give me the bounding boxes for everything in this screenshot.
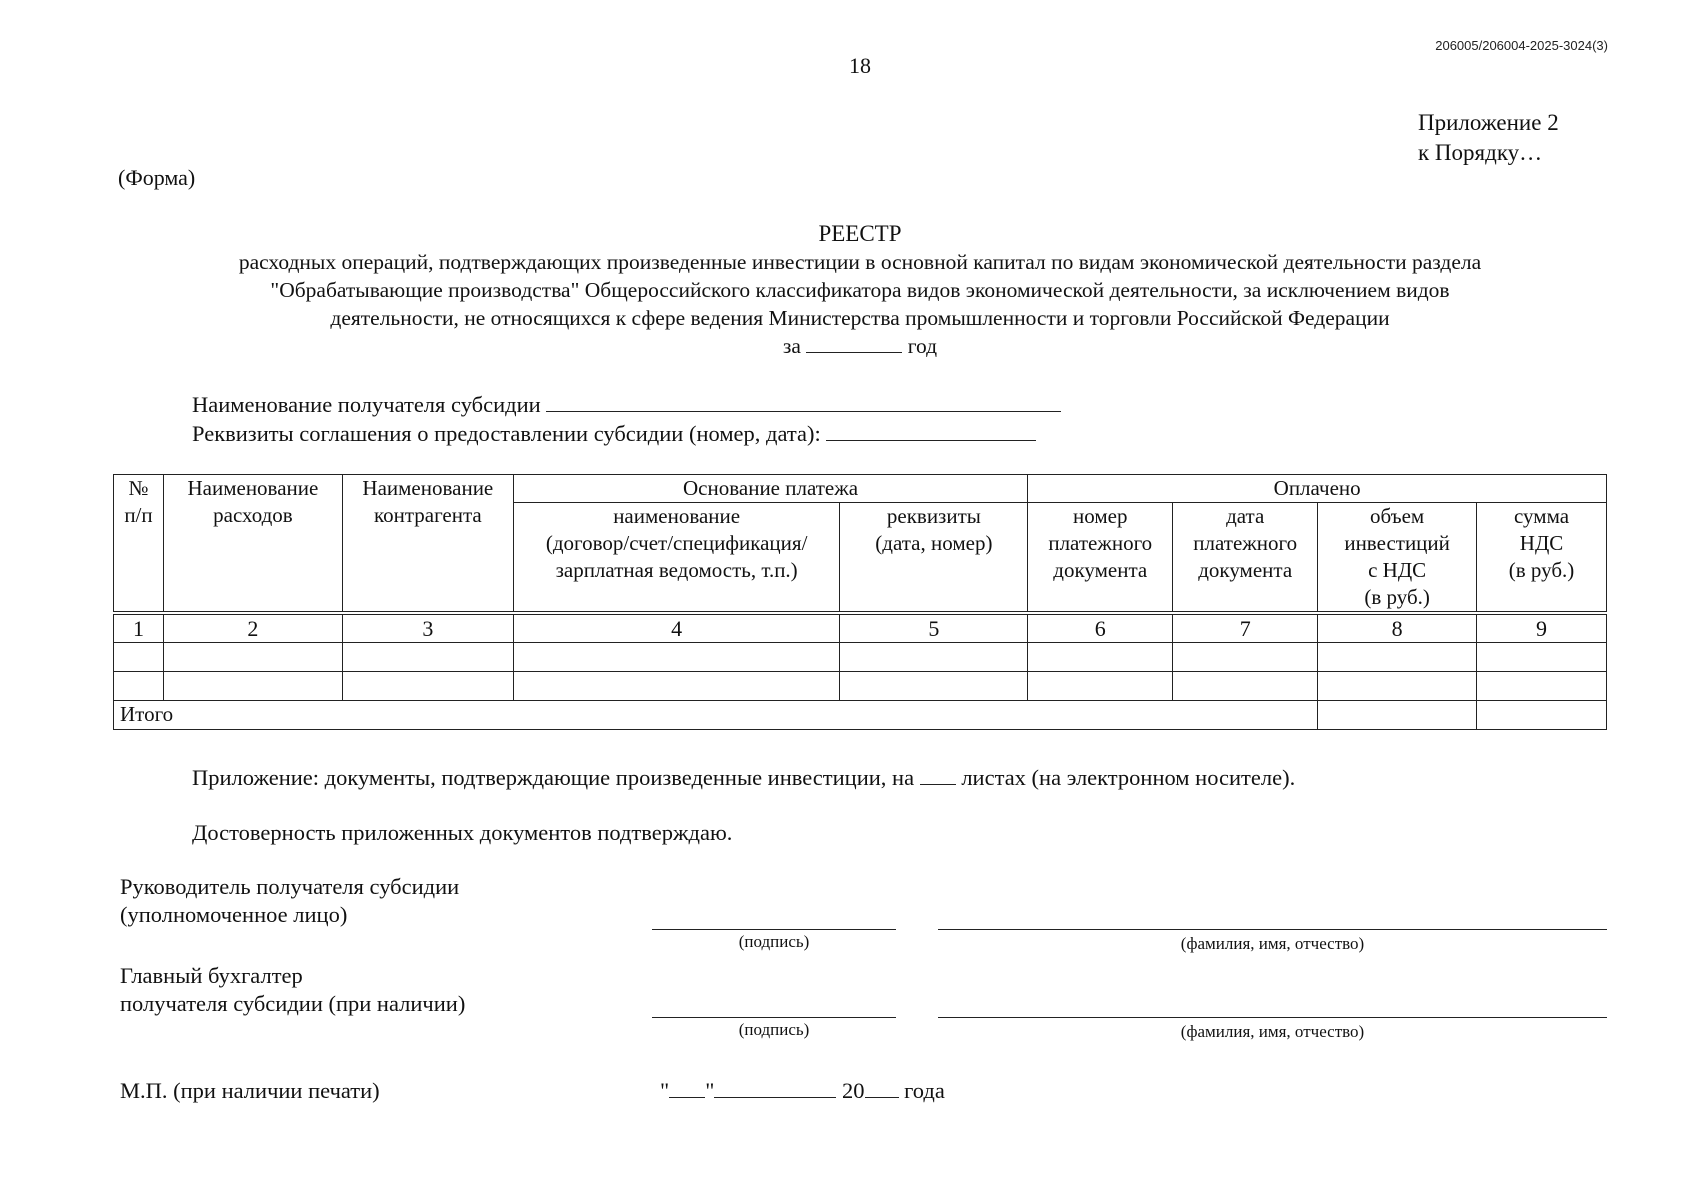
head-signature-caption: (подпись) <box>738 932 810 951</box>
column-number: 2 <box>163 615 342 643</box>
year-prefix: за <box>782 334 801 358</box>
header-payment-date <box>1173 503 1318 612</box>
recipient-name-row <box>192 390 1061 419</box>
date-suffix: года <box>904 1078 945 1103</box>
header-basis-name-line-3: зарплатная ведомость, т.п.) <box>555 558 798 582</box>
accountant-label <box>120 962 465 1018</box>
head-fio-caption: (фамилия, имя, отчество) <box>1180 934 1365 953</box>
header-investment-volume <box>1318 503 1477 612</box>
total-row <box>114 701 1607 730</box>
header-payment-number-line-3: документа <box>1053 558 1148 582</box>
header-counterparty-line-1: Наименование <box>362 476 494 500</box>
header-expense-name <box>163 475 342 612</box>
accountant-fio-line[interactable] <box>938 1017 1607 1018</box>
year-blank[interactable] <box>806 334 902 353</box>
header-basis-name-line-1: наименование <box>613 504 741 528</box>
table-cell[interactable] <box>1318 643 1477 672</box>
header-vat-amount <box>1477 503 1607 612</box>
header-investment-line-1: объем <box>1370 504 1425 528</box>
header-vat-line-2: НДС <box>1519 531 1564 555</box>
column-number: 5 <box>840 615 1028 643</box>
sheets-count-blank[interactable] <box>920 766 956 785</box>
header-expense-line-1: Наименование <box>187 476 319 500</box>
table-row <box>114 643 1607 672</box>
header-basis-name <box>513 503 840 612</box>
header-basis-details-line-1: реквизиты <box>886 504 981 528</box>
column-number: 4 <box>513 615 840 643</box>
table-cell[interactable] <box>1477 672 1607 701</box>
attachment-suffix: листах (на электронном носителе). <box>961 765 1296 790</box>
title-line-2: "Обрабатывающие производства" Общероссийского классификатора видов экономической деятельности, за исключением видов <box>270 278 1450 302</box>
head-label <box>120 873 459 929</box>
date-quote-open: " <box>660 1078 670 1103</box>
agreement-label: Реквизиты соглашения о предоставлении субсидии (номер, дата): <box>192 421 821 446</box>
column-number: 8 <box>1318 615 1477 643</box>
appendix-line-2: к Порядку… <box>1418 140 1543 165</box>
total-label: Итого <box>114 701 1318 730</box>
header-no-line-2: п/п <box>124 503 153 527</box>
table-cell[interactable] <box>1028 643 1173 672</box>
header-payment-basis: Основание платежа <box>513 475 1027 503</box>
date-line <box>660 1078 945 1104</box>
table-cell[interactable] <box>114 672 164 701</box>
table-cell[interactable] <box>163 672 342 701</box>
header-investment-line-3: с НДС <box>1368 558 1427 582</box>
header-basis-name-line-2: (договор/счет/спецификация/ <box>545 531 808 555</box>
head-fio-line[interactable] <box>938 929 1607 930</box>
date-year-prefix: 20 <box>842 1078 865 1103</box>
total-investment-cell[interactable] <box>1318 701 1477 730</box>
header-counterparty-line-2: контрагента <box>373 503 482 527</box>
column-number: 1 <box>114 615 164 643</box>
header-expense-line-2: расходов <box>213 503 293 527</box>
table-row <box>114 672 1607 701</box>
table-cell[interactable] <box>840 643 1028 672</box>
header-payment-number-line-1: номер <box>1073 504 1128 528</box>
header-row-1 <box>114 475 1607 503</box>
title-line-3: деятельности, не относящихся к сфере ведения Министерства промышленности и торговли Российской Федерации <box>330 306 1390 330</box>
date-year-blank[interactable] <box>865 1079 899 1098</box>
accountant-signature-line[interactable] <box>652 1017 896 1018</box>
recipient-name-label: Наименование получателя субсидии <box>192 392 541 417</box>
year-suffix: год <box>907 334 938 358</box>
column-number: 6 <box>1028 615 1173 643</box>
title-year-line <box>110 332 1610 360</box>
header-investment-line-4: (в руб.) <box>1364 585 1430 609</box>
date-month-blank[interactable] <box>714 1079 836 1098</box>
table-cell[interactable] <box>513 672 840 701</box>
header-basis-details-line-2: (дата, номер) <box>875 531 993 555</box>
header-no <box>114 475 164 612</box>
register-table <box>113 474 1607 730</box>
recipient-name-blank[interactable] <box>546 393 1061 412</box>
table-cell[interactable] <box>114 643 164 672</box>
recipient-fields <box>192 390 1061 448</box>
table-cell[interactable] <box>1028 672 1173 701</box>
column-number: 7 <box>1173 615 1318 643</box>
header-basis-details <box>840 503 1028 612</box>
header-no-line-1: № <box>128 476 149 500</box>
head-label-line-2: (уполномоченное лицо) <box>120 902 348 927</box>
confirmation-text: Достоверность приложенных документов подтверждаю. <box>192 820 733 845</box>
table-cell[interactable] <box>1477 643 1607 672</box>
header-counterparty <box>342 475 513 612</box>
column-number-row <box>114 615 1607 643</box>
stamp-label: М.П. (при наличии печати) <box>120 1078 380 1103</box>
header-payment-date-line-2: платежного <box>1193 531 1298 555</box>
accountant-signature-caption: (подпись) <box>738 1020 810 1039</box>
appendix-line-1: Приложение 2 <box>1418 110 1559 135</box>
column-number: 9 <box>1477 615 1607 643</box>
header-vat-line-1: сумма <box>1514 504 1570 528</box>
column-number: 3 <box>342 615 513 643</box>
header-payment-date-line-3: документа <box>1198 558 1293 582</box>
title-main: РЕЕСТР <box>818 221 902 246</box>
agreement-row <box>192 419 1061 448</box>
date-day-blank[interactable] <box>669 1079 705 1098</box>
document-id: 206005/206004-2025-3024(3) <box>1435 38 1608 53</box>
agreement-blank[interactable] <box>826 422 1036 441</box>
accountant-label-line-1: Главный бухгалтер <box>120 963 303 988</box>
head-label-line-1: Руководитель получателя субсидии <box>120 874 460 899</box>
table-cell[interactable] <box>1173 672 1318 701</box>
head-signature-line[interactable] <box>652 929 896 930</box>
table-cell[interactable] <box>342 643 513 672</box>
page-number: 18 <box>849 53 871 78</box>
title-line-1: расходных операций, подтверждающих произведенные инвестиции в основной капитал по видам экономической деятельности раздела <box>238 250 1482 274</box>
table-cell[interactable] <box>342 672 513 701</box>
header-vat-line-3: (в руб.) <box>1508 558 1575 582</box>
total-vat-cell[interactable] <box>1477 701 1607 730</box>
document-title <box>110 220 1610 360</box>
table-cell[interactable] <box>840 672 1028 701</box>
accountant-fio-caption: (фамилия, имя, отчество) <box>1180 1022 1365 1041</box>
table-cell[interactable] <box>163 643 342 672</box>
table-cell[interactable] <box>1173 643 1318 672</box>
header-paid: Оплачено <box>1028 475 1607 503</box>
table-cell[interactable] <box>513 643 840 672</box>
header-investment-line-2: инвестиций <box>1344 531 1450 555</box>
header-payment-number <box>1028 503 1173 612</box>
header-payment-date-line-1: дата <box>1226 504 1265 528</box>
table-cell[interactable] <box>1318 672 1477 701</box>
attachment-prefix: Приложение: документы, подтверждающие произведенные инвестиции, на <box>192 765 915 790</box>
appendix-note <box>1418 108 1559 168</box>
date-quote-close: " <box>705 1078 715 1103</box>
header-payment-number-line-2: платежного <box>1048 531 1153 555</box>
attachment-note <box>192 765 1295 791</box>
form-label: (Форма) <box>118 165 196 190</box>
accountant-label-line-2: получателя субсидии (при наличии) <box>120 991 466 1016</box>
